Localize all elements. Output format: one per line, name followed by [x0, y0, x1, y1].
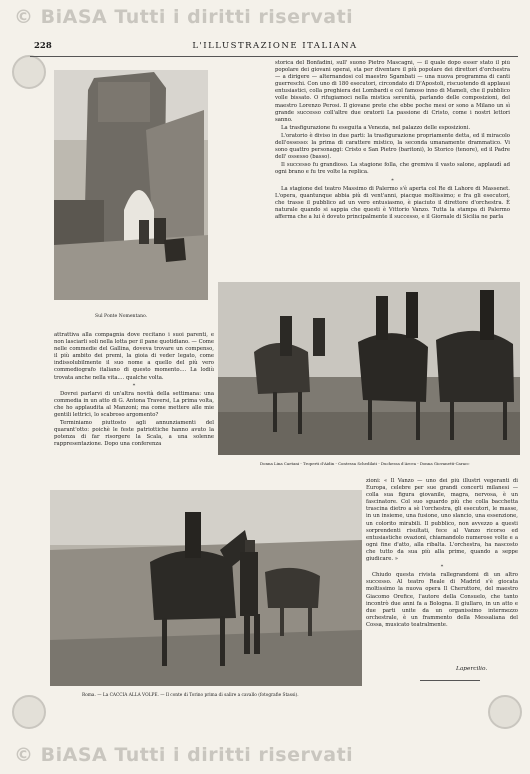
page-number: 228 — [34, 41, 52, 51]
watermark-top: © BiASA Tutti i diritti riservati — [14, 6, 354, 28]
paragraph: La trasfigurazione fu eseguita a Venezia, nel palazzo delle esposizioni. — [281, 124, 471, 131]
photo-riders-group — [218, 282, 520, 455]
text-column-bottom-right — [366, 478, 518, 664]
paragraph: storica del Bonfadini, sull' suono Pietro Mascagni, — il quale dopo esser stato il più popolare dei giovani operai, sta per diventare il più popolare dei direttori d'orchestra — a dirigere — alternandosi col maestro Sgambati — una nuova programma di canti guerreschi. Con uno di 180 esecutori, circondato di D'Apostoli, riscuotendo di applausi entusiastici, colla preghiera dei Lombardi e col famoso inno di Mameli, che il pubblico volle bissato. O rifugiamoci nella mistica serenità, parlando delle composizioni, del maestro Lorenzo Perosi. Il giovane prete che ebbe poche mesi or sono a Milano un sì grande successo coll'altre due oratorii La passione di Cristo, come i nostri lettori sanno. — [275, 60, 510, 123]
paragraph: L'oratorio è diviso in due parti: la trasfigurazione propriamente detta, ed il miracolo dell'ossesso: la prima di carattere mistico, la seconda umanamente drammatico. Vi sono quattro personaggi: Cristo e San Pietro (baritoni), lo Storico (tenore), ed il Padre dell' ossesso (basso). — [275, 132, 510, 161]
page-header — [30, 40, 520, 54]
paragraph: Terminiamo piuttosto agli annunziamenti del quarant'otto: poichè le feste patriottiche hanno avuto la potenza di far risorgere la Scala, a una solenne rappresentazione. Dopo una conferenza — [54, 420, 214, 448]
paragraph: Chiudo questa rivista rallegrandomi di un altro successo. Al teatro Reale di Madrid s'è giocata moltissimo la nuova opera Il Cheruttore, del maestro Giacomo Orefice, l'autore della Consuelo, che tanto incontrò due anni fa a Bologna. Il giullaro, in un atto e due parti unite da un organissimo intermezzo orchestrale, è un frammento della Messaliana del Cossa, musicato teatralmente. — [366, 572, 518, 628]
section-separator: * — [440, 564, 444, 571]
paragraph: Il successo fu grandioso. La stagione folla, che gremiva il vasto salone, applaudì ad ogni brano e fu tre volte la replica. — [275, 162, 510, 176]
paragraph: Dovrei parlarvi di un'altra novità della settimana: una commedia in un atto di G. Antona Traversi, La prima volta, che ho applaudita al Manzoni; ma come mettere alle mie gentili lettrici, lo scabroso argomento? — [54, 390, 214, 419]
caption-photo2: Donna Lina Caetani - Troperti d'Aidin - Contessa Schedilati - Duchessa d'Arcea - Donna Giovanetti-Caracc — [260, 461, 470, 466]
paragraph: zioni: « Il Vanzo — uno dei più illustri vegeranti di Europa, celebre per sue grandi concerti milanesi — colla sua figura giovanile, magra, nervosa, è un fascinatore. Col suo sguardo più che colla bacchetta trascina dietro a sè l'orchestra, gli esecutori, le masse, in un insieme, una fusione, uno slancio, una essenzione, un colorito mirabili. Il pubblico, non avvezzo a questi sorprendenti risultati, fece al Vanzo ricorso ed entusiastiche ovazioni, chiamandolo numerose volte e a ogni fine d'atto, alla ribalta. L'orchestra, ha nascosto che tutto da sua più alla prime, quando a seppe giudicare. » — [366, 478, 518, 563]
watermark-bottom: © BiASA Tutti i diritti riservati — [14, 744, 354, 766]
watermark-seal-icon — [12, 55, 46, 89]
watermark-seal-icon — [12, 695, 46, 729]
caption-photo3: Roma. — La CACCIA ALLA VOLPE. — Il conte di Torino prima di salire a cavallo (fotografie Stassi). — [82, 693, 299, 698]
photo-ponte-nomentano — [54, 70, 208, 300]
section-separator: * — [391, 177, 394, 184]
watermark-seal-icon — [488, 695, 522, 729]
magazine-title: L'ILLUSTRAZIONE ITALIANA — [192, 41, 358, 51]
text-column-top-right — [275, 60, 510, 272]
paragraph: attrattiva alla compagnia dove recitano i suoi parenti, e non lasciarli soli nella lotta per il pane quotidiano. — Come nelle commedie del Gallina, doveva trovare un compenso, il più ambito dei premi, la gioia di veder legato, come indissolubilmente il suo nome a quello del più vero commediografo italiano di questo momento.... La lodiù trovata anche nella vita.... qualche volta. — [54, 332, 214, 381]
signature-rule — [420, 680, 480, 681]
author-signature: Lapercilio. — [456, 666, 488, 672]
section-separator: * — [132, 382, 136, 389]
photo-conte-di-torino — [50, 490, 362, 686]
paragraph: La stagione del teatro Massimo di Palermo s'è aperta col Re di Lahore di Massenet. L'opera, quantunque abbia più di vent'anni, piacque moltissimo; e fra gli esecutori, che trasse il pubblico ad un vero entusiasmo, è piaciuto il direttore d'orchestra. È naturale quando si sappia che questi è Vittorio Vanzo. Tutta la stampa di Palermo afferma che a lui è dovuto principalmente il successo, e il Giornale di Sicilia ne parla — [275, 185, 510, 220]
header-rule — [30, 56, 518, 57]
caption-photo1: Sul Ponte Nomentano. — [95, 314, 148, 319]
text-column-mid-left — [54, 332, 214, 452]
